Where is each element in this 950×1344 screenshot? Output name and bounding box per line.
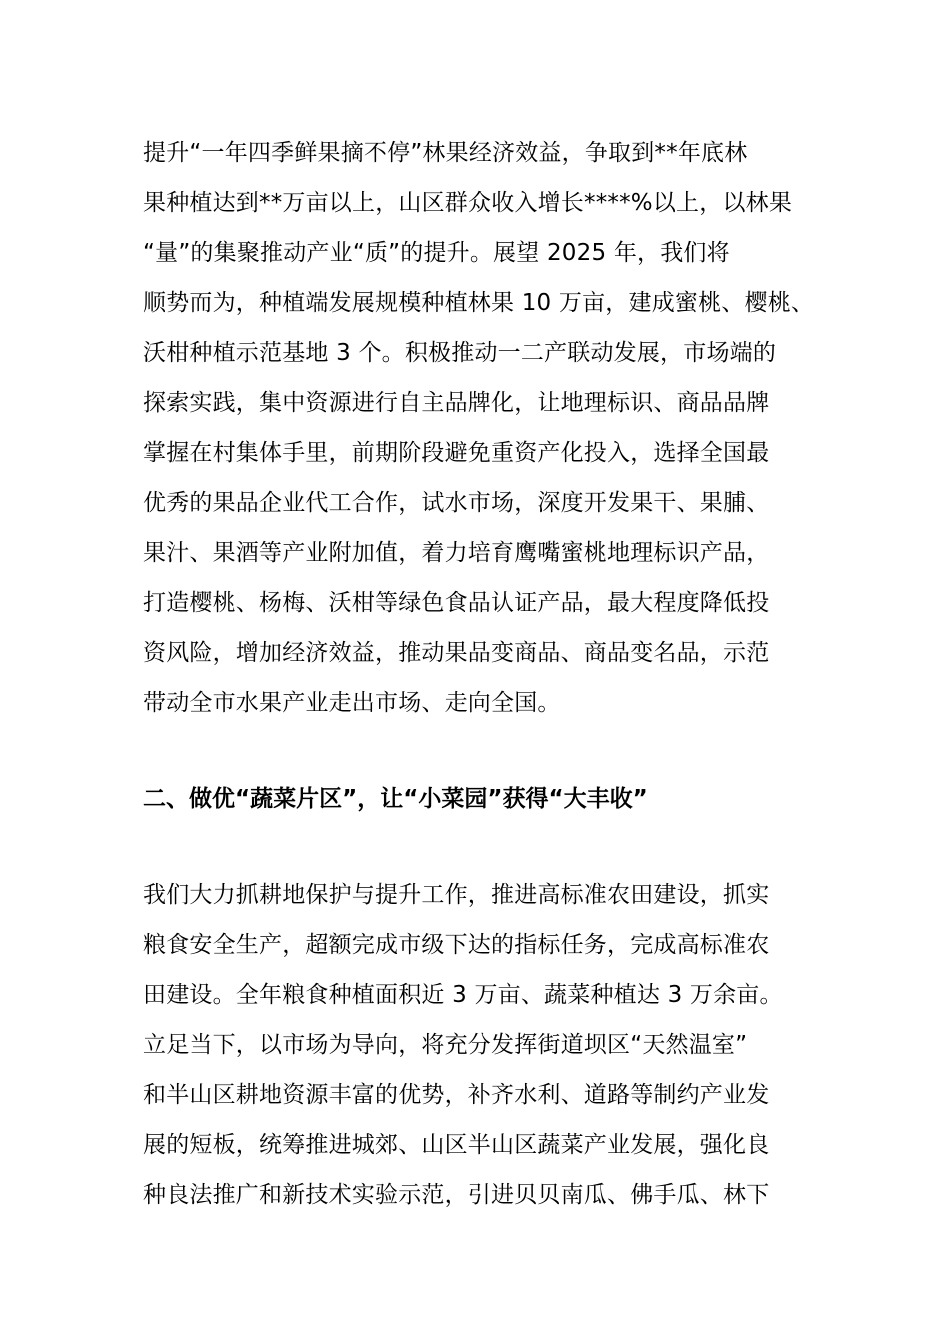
section-heading-vegetables: 二、做优“蔬菜片区”，让“小菜园”获得“大丰收” [143, 786, 648, 812]
text-line: 打造樱桃、杨梅、沃柑等绿色食品认证产品，最大程度降低投 [143, 590, 770, 616]
text-line: 优秀的果品企业代工合作，试水市场，深度开发果干、果脯、 [143, 490, 770, 516]
paragraph-vegetable-industry [143, 870, 843, 1220]
paragraph-spacer [143, 728, 843, 774]
text-line: 带动全市水果产业走出市场、走向全国。 [143, 690, 561, 716]
text-line: “量”的集聚推动产业“质”的提升。展望 2025 年，我们将 [143, 240, 730, 266]
text-line: 种良法推广和新技术实验示范，引进贝贝南瓜、佛手瓜、林下 [143, 1182, 770, 1208]
text-line: 探索实践，集中资源进行自主品牌化，让地理标识、商品品牌 [143, 390, 770, 416]
text-line: 立足当下，以市场为导向，将充分发挥街道坝区“天然温室” [143, 1032, 748, 1058]
text-line: 果种植达到**万亩以上，山区群众收入增长****%以上，以林果 [143, 190, 793, 216]
text-line: 资风险，增加经济效益，推动果品变商品、商品变名品，示范 [143, 640, 770, 666]
text-line: 掌握在村集体手里，前期阶段避免重资产化投入，选择全国最 [143, 440, 770, 466]
document-body [143, 128, 843, 1220]
text-line: 果汁、果酒等产业附加值，着力培育鹰嘴蜜桃地理标识产品， [143, 540, 770, 566]
text-line: 我们大力抓耕地保护与提升工作，推进高标准农田建设，抓实 [143, 882, 770, 908]
paragraph-spacer [143, 824, 843, 870]
text-line: 粮食安全生产，超额完成市级下达的指标任务，完成高标准农 [143, 932, 770, 958]
text-line: 田建设。全年粮食种植面积近 3 万亩、蔬菜种植达 3 万余亩。 [143, 982, 783, 1008]
text-line: 提升“一年四季鲜果摘不停”林果经济效益，争取到**年底林 [143, 140, 748, 166]
text-line: 沃柑种植示范基地 3 个。积极推动一二产联动发展，市场端的 [143, 340, 777, 366]
text-line: 和半山区耕地资源丰富的优势，补齐水利、道路等制约产业发 [143, 1082, 770, 1108]
text-line: 展的短板，统筹推进城郊、山区半山区蔬菜产业发展，强化良 [143, 1132, 770, 1158]
paragraph-fruit-industry [143, 128, 843, 728]
text-line: 顺势而为，种植端发展规模种植林果 10 万亩，建成蜜桃、樱桃、 [143, 290, 815, 316]
